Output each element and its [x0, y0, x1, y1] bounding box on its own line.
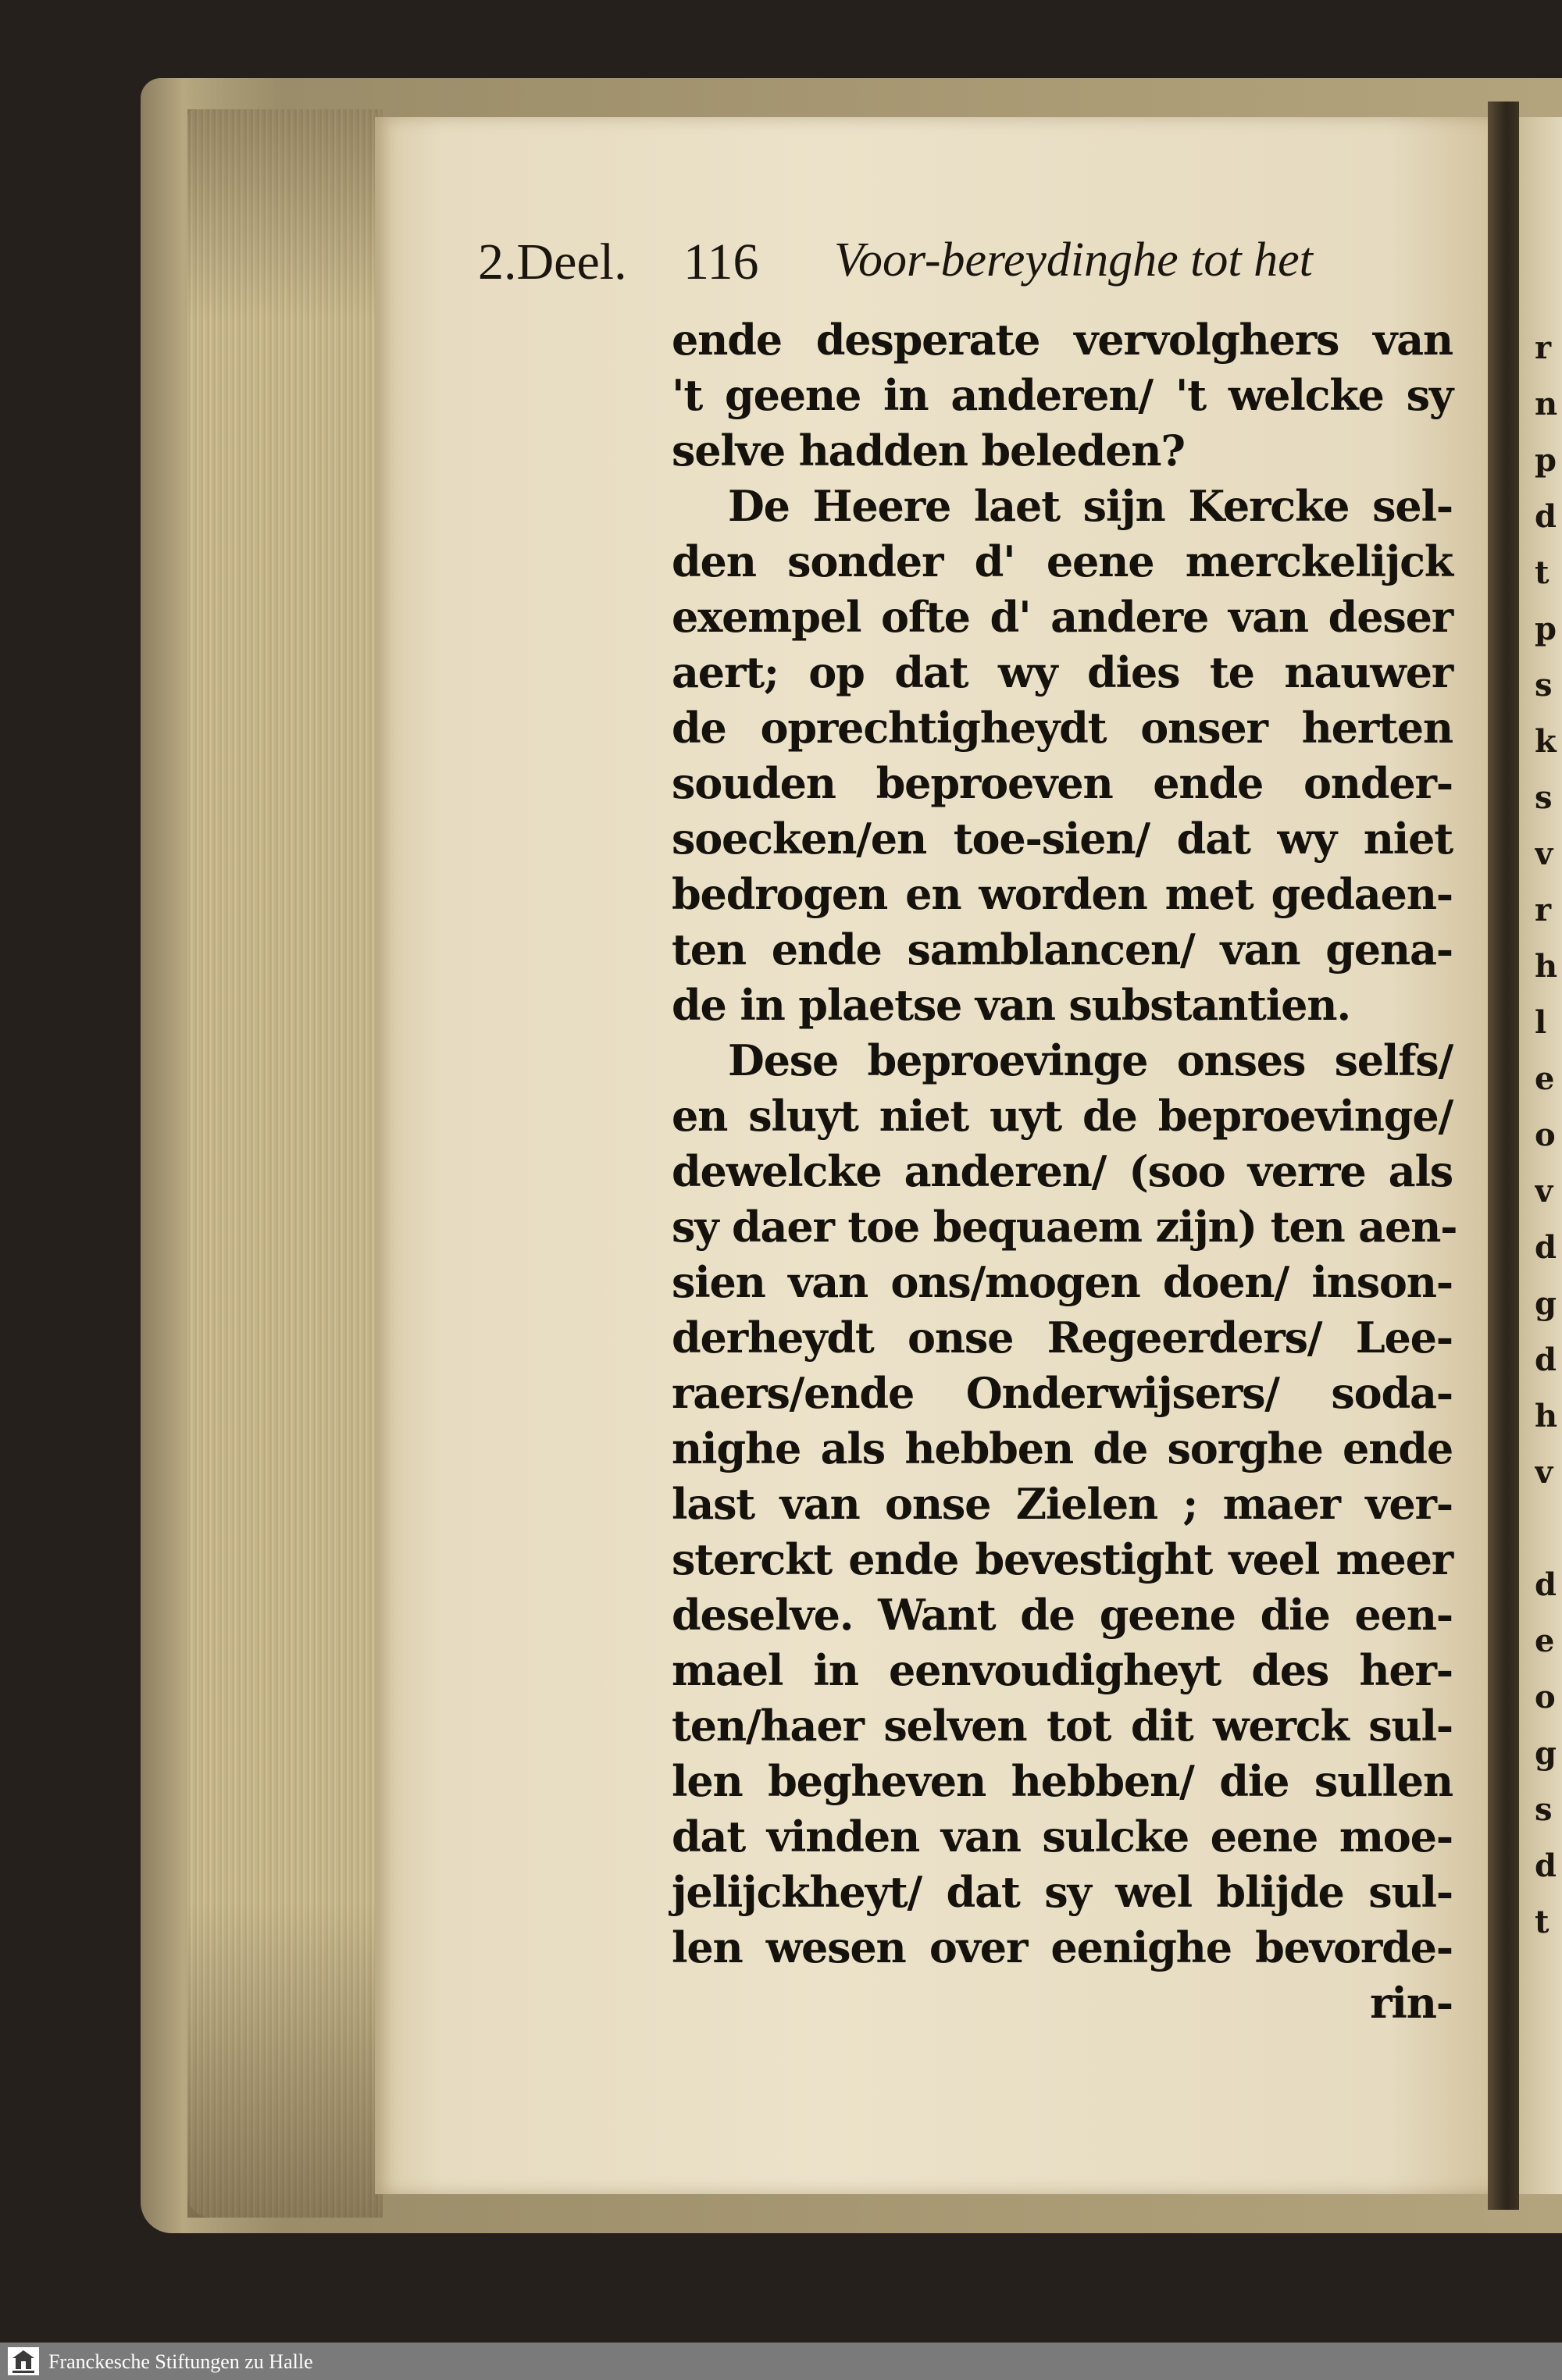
- text-line: selve hadden beleden?: [672, 426, 1185, 476]
- text-line: bedrogen en worden met gedaen-: [672, 869, 1453, 919]
- facing-letter: p: [1535, 442, 1557, 479]
- text-line: Dese beproevinge onses selfs/: [728, 1035, 1453, 1085]
- facing-letter: t: [1535, 554, 1550, 591]
- text-line: raers/ende Onderwijsers/ soda-: [672, 1368, 1453, 1418]
- facing-letter: p: [1535, 611, 1557, 647]
- facing-letter: r: [1535, 892, 1552, 928]
- facing-letter: g: [1535, 1285, 1557, 1322]
- facing-letter: r: [1535, 330, 1552, 366]
- text-line: derheydt onse Regeerders/ Lee-: [672, 1313, 1453, 1363]
- text-line: len wesen over eenighe bevorde-: [672, 1922, 1453, 1972]
- facing-letter: v: [1535, 1173, 1553, 1210]
- facing-letter: s: [1535, 1791, 1553, 1828]
- running-title: Voor-bereydinghe tot het: [834, 233, 1313, 287]
- text-line: len begheven hebben/ die sullen: [672, 1756, 1453, 1806]
- text-line: jelijckheyt/ dat sy wel blijde sul-: [672, 1867, 1453, 1917]
- text-line: de in plaetse van substantien.: [672, 980, 1350, 1030]
- text-line: nighe als hebben de sorghe ende: [672, 1423, 1453, 1473]
- facing-letter: d: [1535, 1566, 1557, 1603]
- catchword: rin-: [1370, 1978, 1453, 2028]
- running-head: [469, 233, 1382, 303]
- body-text: [672, 312, 1457, 2031]
- text-line: en sluyt niet uyt de beproevinge/: [672, 1091, 1453, 1141]
- facing-letter: g: [1535, 1735, 1557, 1772]
- facing-letter: d: [1535, 498, 1557, 535]
- facing-letter: [1535, 1501, 1562, 1557]
- text-line: sterckt ende bevestight veel meer: [672, 1534, 1453, 1584]
- facing-letter: d: [1535, 1229, 1557, 1266]
- text-line: mael in eenvoudigheyt des her-: [672, 1645, 1453, 1695]
- text-line: ende desperate vervolghers van: [672, 315, 1453, 365]
- page-number: 116: [683, 233, 759, 290]
- facing-letter: s: [1535, 667, 1553, 704]
- page-edges-shadow: [187, 109, 383, 2218]
- text-line: exempel ofte d' andere van deser: [672, 592, 1453, 642]
- facing-letter: v: [1535, 835, 1553, 872]
- text-line: 't geene in anderen/ 't welcke sy: [672, 370, 1453, 420]
- facing-letter: s: [1535, 779, 1553, 816]
- footer-bar: [0, 2343, 1562, 2380]
- facing-letter: d: [1535, 1341, 1557, 1378]
- part-label: 2.Deel.: [478, 233, 627, 290]
- facing-letter: e: [1535, 1623, 1555, 1659]
- facing-letter: v: [1535, 1454, 1553, 1491]
- text-line: ten/haer selven tot dit werck sul-: [672, 1701, 1453, 1751]
- text-line: aert; op dat wy dies te nauwer: [672, 647, 1453, 697]
- text-line: last van onse Zielen ; maer ver-: [672, 1479, 1453, 1529]
- facing-letter: n: [1535, 386, 1558, 422]
- facing-letter: d: [1535, 1847, 1557, 1884]
- facing-letter: l: [1535, 1004, 1547, 1041]
- foundation-logo-icon: [8, 2347, 39, 2375]
- text-line: ten ende samblancen/ van gena-: [672, 925, 1453, 974]
- facing-letter: k: [1535, 723, 1557, 760]
- facing-letter: h: [1535, 1398, 1558, 1434]
- text-line: den sonder d' eene merckelijck: [672, 536, 1453, 586]
- text-line: souden beproeven ende onder-: [672, 758, 1453, 808]
- text-line: sy daer toe bequaem zijn) ten aen-: [672, 1202, 1457, 1252]
- text-line: De Heere laet sijn Kercke sel-: [728, 481, 1453, 531]
- text-line: dat vinden van sulcke eene moe-: [672, 1812, 1453, 1862]
- book-gutter: [1488, 102, 1519, 2210]
- facing-letter: h: [1535, 948, 1558, 985]
- text-line: deselve. Want de geene die een-: [672, 1590, 1453, 1640]
- text-line: de oprechtigheydt onser herten: [672, 703, 1453, 753]
- facing-page-text: [1535, 320, 1562, 1951]
- text-line: soecken/en toe-sien/ dat wy niet: [672, 814, 1453, 864]
- facing-letter: t: [1535, 1904, 1550, 1940]
- facing-letter: o: [1535, 1679, 1556, 1716]
- facing-letter: e: [1535, 1060, 1555, 1097]
- text-line: dewelcke anderen/ (soo verre als: [672, 1146, 1453, 1196]
- footer-credit: Franckesche Stiftungen zu Halle: [48, 2350, 313, 2373]
- text-line: sien van ons/mogen doen/ inson-: [672, 1257, 1453, 1307]
- facing-letter: o: [1535, 1117, 1556, 1153]
